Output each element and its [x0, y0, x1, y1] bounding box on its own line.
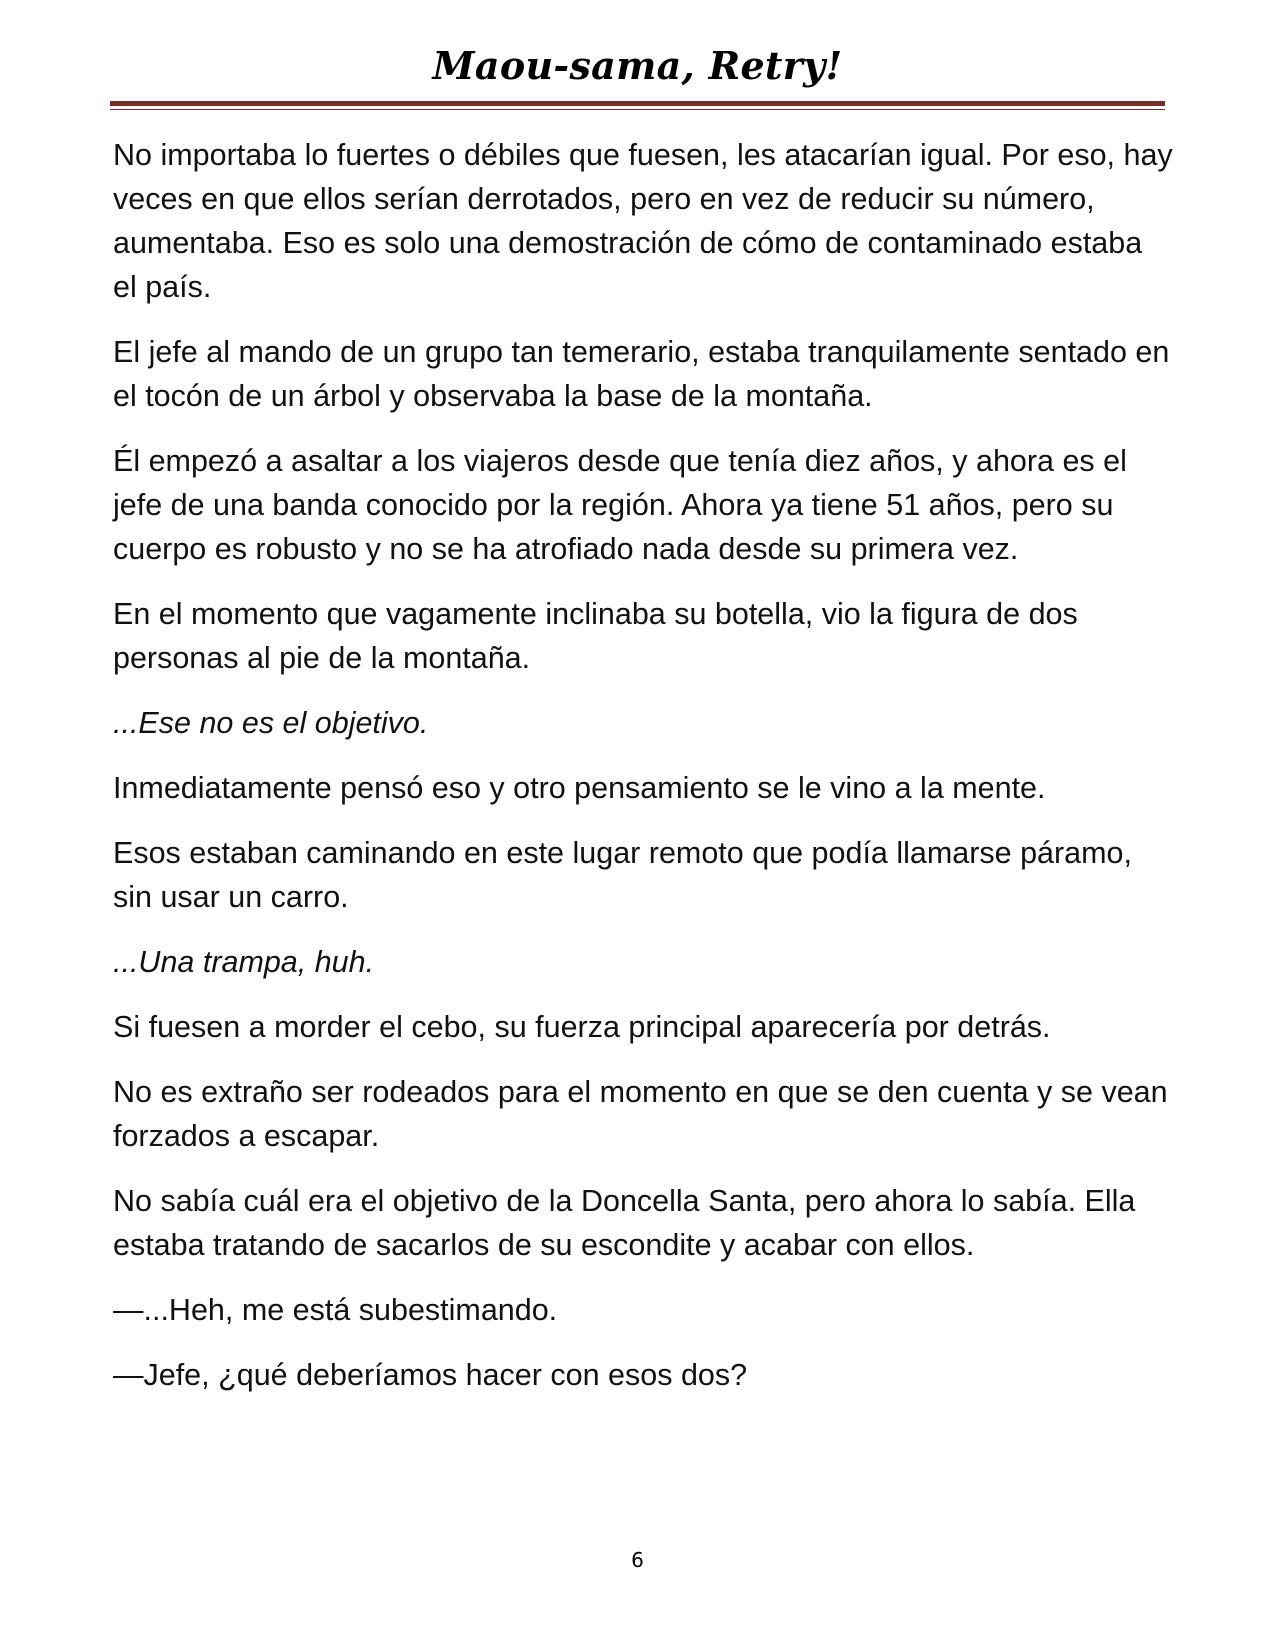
- paragraph-7: Esos estaban caminando en este lugar remoto que podía llamarse páramo, sin usar un carro.: [113, 836, 1132, 914]
- paragraph-1: No importaba lo fuertes o débiles que fuesen, les atacarían igual. Por eso, hay veces en que ellos serían derrotados, pero en vez de reducir su número, aumentaba. Eso es solo una demostración de cómo de contaminado estaba el país.: [113, 138, 1173, 304]
- header-rule-thick: [110, 101, 1165, 106]
- paragraph-9: Si fuesen a morder el cebo, su fuerza principal aparecería por detrás.: [113, 1010, 1051, 1044]
- paragraph-13-dialogue: —Jefe, ¿qué deberíamos hacer con esos dos?: [113, 1358, 748, 1392]
- paragraph-6: Inmediatamente pensó eso y otro pensamiento se le vino a la mente.: [113, 771, 1046, 805]
- paragraph-4: En el momento que vagamente inclinaba su botella, vio la figura de dos personas al pie de la montaña.: [113, 597, 1078, 675]
- paragraph-2: El jefe al mando de un grupo tan temerario, estaba tranquilamente sentado en el tocón de un árbol y observaba la base de la montaña.: [113, 335, 1170, 413]
- paragraph-3: Él empezó a asaltar a los viajeros desde que tenía diez años, y ahora es el jefe de una banda conocido por la región. Ahora ya tiene 51 años, pero su cuerpo es robusto y no se ha atrofiado nada desde su primera vez.: [113, 444, 1127, 566]
- paragraph-5-thought: ...Ese no es el objetivo.: [113, 706, 429, 740]
- page-number: 6: [631, 1548, 644, 1572]
- book-title: Maou-sama, Retry!: [432, 43, 843, 88]
- paragraph-12-dialogue: —...Heh, me está subestimando.: [113, 1293, 558, 1327]
- header-rule-thin: [110, 109, 1165, 110]
- page-header: [110, 38, 1165, 93]
- paragraph-8-thought: ...Una trampa, huh.: [113, 945, 375, 979]
- body-text: [113, 133, 1173, 1418]
- paragraph-11: No sabía cuál era el objetivo de la Doncella Santa, pero ahora lo sabía. Ella estaba tratando de sacarlos de su escondite y acabar con ellos.: [113, 1184, 1136, 1262]
- paragraph-10: No es extraño ser rodeados para el momento en que se den cuenta y se vean forzados a escapar.: [113, 1075, 1168, 1153]
